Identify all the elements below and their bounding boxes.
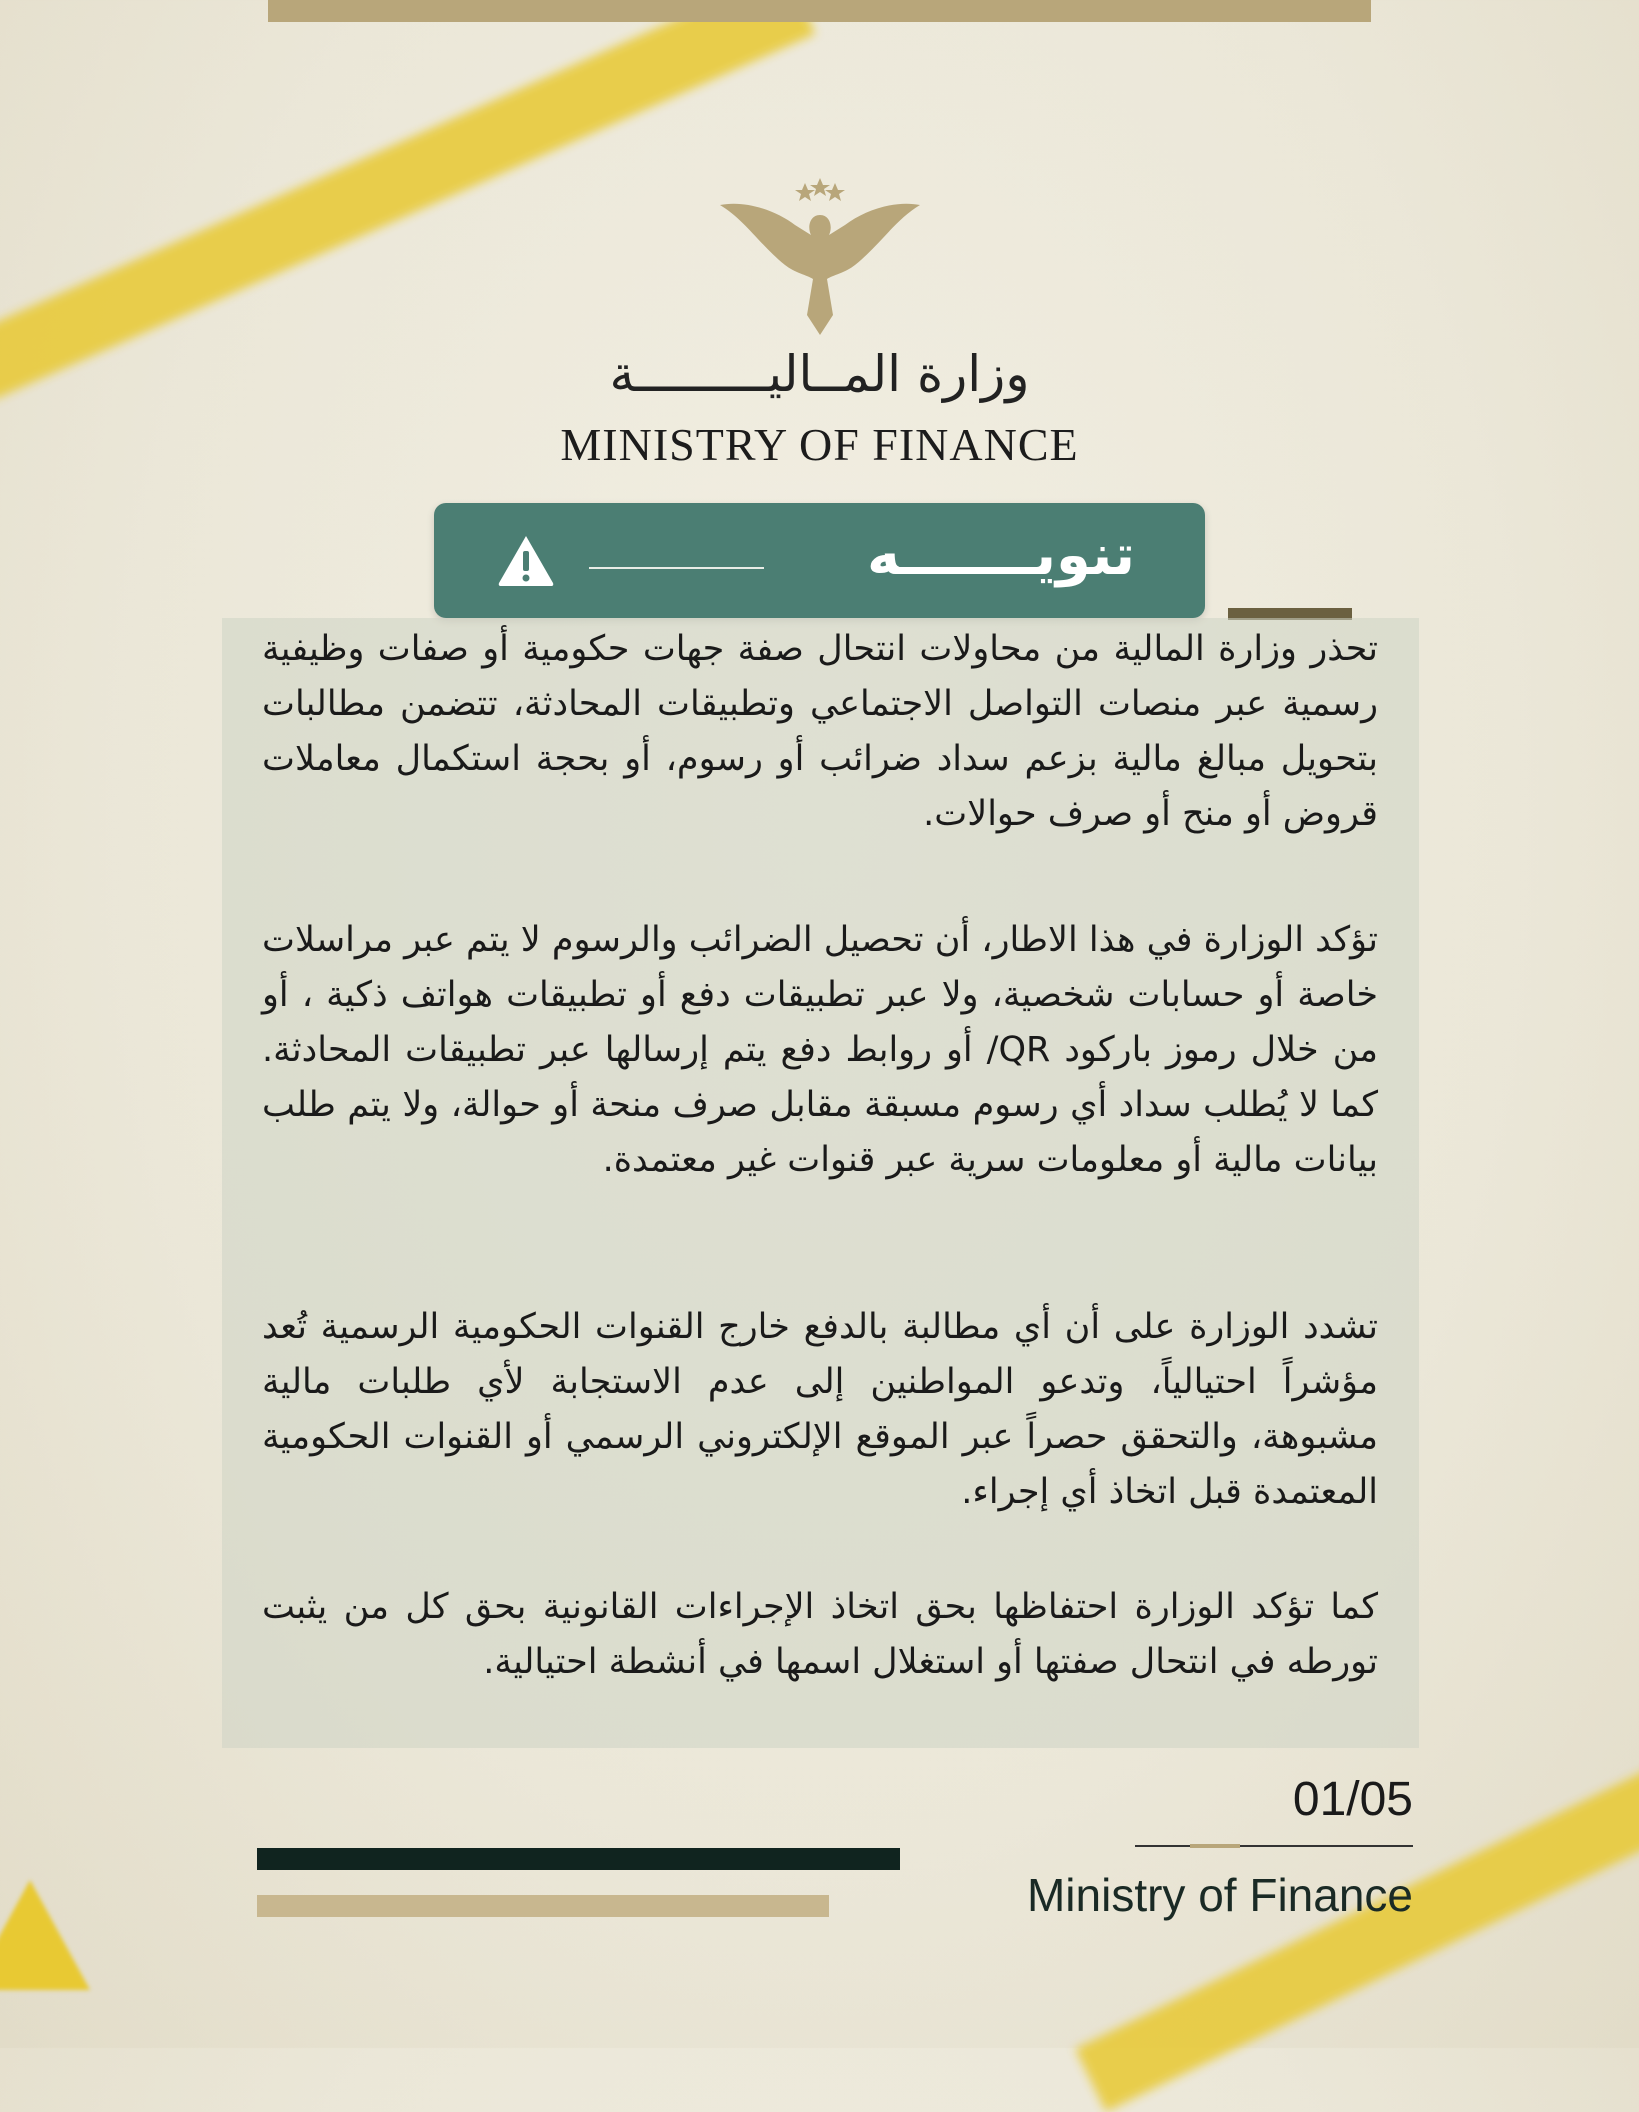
notice-heading: تنويـــــــه — [867, 523, 1135, 588]
warning-icon — [496, 533, 556, 588]
page-divider-accent — [1190, 1844, 1240, 1848]
paragraph-2: تؤكد الوزارة في هذا الاطار، أن تحصيل الضرائب والرسوم لا يتم عبر مراسلات خاصة أو حسابات شخصية، ولا عبر تطبيقات دفع أو تطبيقات هواتف ذكية ، أو من خلال رموز باركود QR/ أو روابط دفع يتم إرسالها عبر تطبيقات المحادثة. كما لا يُطلب سداد أي رسوم مسبقة مقابل صرف منحة أو حوالة، ولا يتم طلب بيانات مالية أو معلومات سرية عبر قنوات غير معتمدة. — [262, 920, 1378, 1180]
paragraph-4: كما تؤكد الوزارة احتفاظها بحق اتخاذ الإجراءات القانونية بحق كل من يثبت تورطه في انتحال صفتها أو استغلال اسمها في أنشطة احتيالية. — [262, 1587, 1378, 1682]
page-divider — [1135, 1845, 1413, 1847]
ministry-title-arabic: وزارة المــاليـــــــــة — [609, 345, 1030, 403]
decorative-tape — [0, 0, 815, 400]
eagle-emblem-icon — [715, 175, 925, 335]
page-number: 01/05 — [1292, 1773, 1413, 1826]
warning-sign-decoration — [0, 1880, 90, 1990]
paragraph-3: تشدد الوزارة على أن أي مطالبة بالدفع خارج القنوات الحكومية الرسمية تُعد مؤشراً احتيالياً، وتدعو المواطنين إلى عدم الاستجابة لأي طلبات مالية مشبوهة، والتحقق حصراً عبر الموقع الإلكتروني الرسمي أو القنوات الحكومية المعتمدة قبل اتخاذ أي إجراء. — [262, 1307, 1378, 1512]
footer-tan-bar — [257, 1895, 829, 1917]
top-accent-bar — [268, 0, 1371, 22]
paragraph-1: تحذر وزارة المالية من محاولات انتحال صفة جهات حكومية أو صفات وظيفية رسمية عبر منصات التواصل الاجتماعي وتطبيقات المحادثة، تتضمن مطالبات بتحويل مبالغ مالية بزعم سداد ضرائب أو رسوم، أو بحجة استكمال معاملات قروض أو منح أو صرف حوالات. — [262, 629, 1378, 834]
footer-ministry-name: Ministry of Finance — [1026, 1869, 1413, 1921]
footer-dark-bar — [257, 1848, 900, 1870]
notice-banner — [434, 503, 1205, 618]
ministry-title-english: MINISTRY OF FINANCE — [560, 419, 1079, 470]
banner-divider — [589, 567, 764, 569]
